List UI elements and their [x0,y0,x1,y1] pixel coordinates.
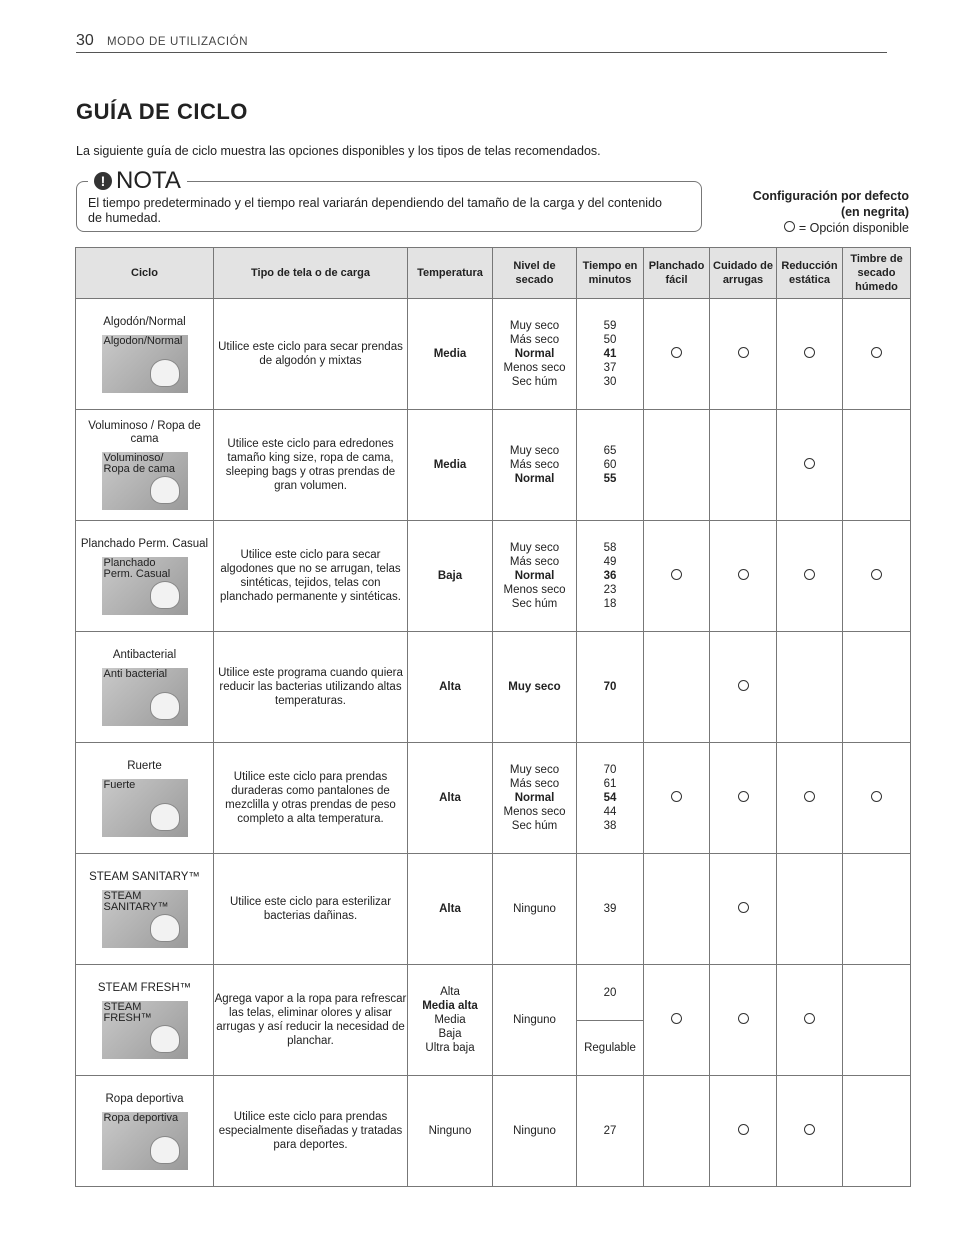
cycle-image-label: Anti bacterial [103,667,168,680]
easy-iron-cell [644,965,710,1076]
temperature-item: Media alta [422,1000,478,1012]
temperature-item: Baja [438,1028,462,1040]
wrinkle-care-cell [710,1076,777,1187]
temperature [408,458,492,472]
time-item: 44 [603,806,617,818]
dry-level-item: Más seco [509,334,560,346]
time-cell [577,410,644,521]
cycle-name: Antibacterial [112,648,177,661]
damp-dry-signal-cell [843,299,911,410]
cycle-image-label: Ropa deportiva [103,1111,179,1124]
wrinkle-care-cell [710,854,777,965]
available-circle-icon [804,1124,815,1135]
garment-icon [150,359,180,387]
column-header: Temperatura [408,248,493,299]
static-reduction-cell [777,299,843,410]
dry-level-item: Ninguno [513,903,556,915]
legend [753,188,909,236]
cycle-name: Planchado Perm. Casual [80,537,209,550]
table-row [76,521,911,632]
wrinkle-care-cell [710,632,777,743]
temperature-cell [408,743,493,854]
dry-level [493,680,576,694]
dry-level-cell [493,632,577,743]
column-header: Timbre de secado húmedo [843,248,911,299]
static-reduction-cell [777,965,843,1076]
available-circle-icon [871,347,882,358]
table-row [76,299,911,410]
temperature [408,1124,492,1138]
column-header: Ciclo [76,248,214,299]
cycle-cell [76,632,214,743]
fabric-description: Utilice este ciclo para esterilizar bacterias dañinas. [214,854,408,965]
cycle-image [102,557,188,615]
temperature-item: Ninguno [428,1125,472,1137]
dry-level [493,1013,576,1027]
fabric-description: Utilice este ciclo para edredones tamaño king size, ropa de cama, sleeping bags y otras prendas de gran volumen. [214,410,408,521]
temperature [408,569,492,583]
temperature [408,347,492,361]
dry-level [493,1124,576,1138]
easy-iron-cell [644,1076,710,1187]
header-divider [76,52,887,53]
available-circle-icon [671,569,682,580]
warning-icon: ! [94,172,112,190]
available-circle-icon [671,1013,682,1024]
legend-default: Configuración por defecto [752,189,909,203]
cycle-image-label: Voluminoso/ Ropa de cama [103,452,176,475]
page-number: 30 [76,32,94,49]
legend-available: = Opción disponible [798,221,909,235]
available-circle-icon [871,791,882,802]
fabric-description: Utilice este ciclo para secar prendas de algodón y mixtas [214,299,408,410]
time-cell [577,854,644,965]
note-header [88,168,187,194]
cycle-guide-table [75,247,911,1187]
garment-icon [150,581,180,609]
column-header: Nivel de secado [493,248,577,299]
cycle-cell [76,965,214,1076]
cycle-cell [76,1076,214,1187]
dry-level-cell [493,743,577,854]
damp-dry-signal-cell [843,854,911,965]
circle-icon [784,221,795,232]
time-value: 20 [577,965,643,1021]
available-circle-icon [738,1124,749,1135]
time-item: 23 [603,584,617,596]
fabric-description: Utilice este ciclo para prendas especialmente diseñadas y tratadas para deportes. [214,1076,408,1187]
time-cell [577,521,644,632]
cycle-image [102,779,188,837]
dry-level-item: Sec húm [511,820,558,832]
cycle-image [102,1112,188,1170]
temperature-item: Media [433,459,467,471]
available-circle-icon [804,347,815,358]
intro-text: La siguiente guía de ciclo muestra las opciones disponibles y los tipos de telas recomendados. [76,144,601,158]
section-title: MODO DE UTILIZACIÓN [107,36,249,48]
time-cell [577,299,644,410]
garment-icon [150,692,180,720]
cycle-cell [76,299,214,410]
wrinkle-care-cell [710,299,777,410]
available-circle-icon [738,347,749,358]
time-item: 39 [603,903,617,915]
column-header: Reducción estática [777,248,843,299]
temperature-cell [408,854,493,965]
time-item: 58 [603,542,617,554]
available-circle-icon [671,347,682,358]
dry-level-item: Muy seco [508,681,561,693]
table-row [76,410,911,521]
cycle-cell [76,521,214,632]
temperature-cell [408,632,493,743]
damp-dry-signal-cell [843,743,911,854]
available-circle-icon [738,569,749,580]
available-circle-icon [804,458,815,469]
temperature-item: Alta [439,792,461,804]
dry-level [493,902,576,916]
dry-level-cell [493,299,577,410]
temperature-cell [408,1076,493,1187]
table-row [76,854,911,965]
temperature [408,791,492,805]
time-item: 50 [603,334,617,346]
damp-dry-signal-cell [843,965,911,1076]
available-circle-icon [871,569,882,580]
table-header-row [76,248,911,299]
garment-icon [150,803,180,831]
time-value: Regulable [584,1042,636,1054]
cycle-cell [76,854,214,965]
table-row [76,632,911,743]
temperature-item: Alta [440,986,460,998]
time-item: 38 [603,820,617,832]
available-circle-icon [738,791,749,802]
dry-level-item: Sec húm [511,598,558,610]
legend-bold-note: (en negrita) [840,205,909,219]
cycle-name: Algodón/Normal [103,315,186,328]
available-circle-icon [738,680,749,691]
easy-iron-cell [644,299,710,410]
dry-level [493,541,576,611]
damp-dry-signal-cell [843,632,911,743]
available-circle-icon [804,791,815,802]
column-header: Tipo de tela o de carga [214,248,408,299]
dry-level-item: Menos seco [503,584,566,596]
temperature-item: Ultra baja [425,1042,475,1054]
time [577,319,643,389]
wrinkle-care-cell [710,965,777,1076]
dry-level [493,444,576,486]
table-row [76,1076,911,1187]
dry-level-item: Menos seco [503,806,566,818]
static-reduction-cell [777,632,843,743]
static-reduction-cell [777,521,843,632]
cycle-image [102,335,188,393]
time-item: 60 [603,459,617,471]
dry-level-item: Más seco [509,778,560,790]
dry-level-item: Sec húm [511,376,558,388]
cycle-image [102,1001,188,1059]
temperature-item: Baja [437,570,463,582]
time-item: 27 [603,1125,617,1137]
time [577,902,643,916]
easy-iron-cell [644,410,710,521]
easy-iron-cell [644,632,710,743]
temperature-cell [408,299,493,410]
dry-level-cell [493,965,577,1076]
note-text: El tiempo predeterminado y el tiempo real variarán dependiendo del tamaño de la carga y del contenido de humedad. [88,196,662,225]
wrinkle-care-cell [710,521,777,632]
cycle-name: Ropa deportiva [105,1092,184,1105]
available-circle-icon [804,569,815,580]
cycle-image [102,452,188,510]
dry-level-item: Muy seco [509,320,560,332]
fabric-description: Utilice este ciclo para prendas duraderas como pantalones de mezclilla y otras prendas de peso completo a alta temperatura. [214,743,408,854]
dry-level [493,763,576,833]
dry-level-item: Normal [514,348,555,360]
time-item: 54 [603,792,617,804]
cycle-image-label: STEAM FRESH™ [103,1000,152,1024]
time-item: 70 [603,681,617,693]
time [577,1124,643,1138]
garment-icon [150,1025,180,1053]
time-item: 55 [603,473,617,485]
wrinkle-care-cell [710,410,777,521]
garment-icon [150,476,180,504]
temperature [408,680,492,694]
cycle-name: Ruerte [127,759,162,772]
cycle-cell [76,743,214,854]
cycle-image-label: Fuerte [103,778,136,791]
easy-iron-cell [644,521,710,632]
available-circle-icon [738,1013,749,1024]
time-item: 49 [603,556,617,568]
easy-iron-cell [644,743,710,854]
table-row [76,743,911,854]
column-header: Planchado fácil [644,248,710,299]
temperature-item: Media [433,348,467,360]
temperature-cell [408,965,493,1076]
cycle-image-label: Algodon/Normal [103,334,183,347]
cycle-name: STEAM SANITARY™ [89,870,200,883]
temperature-item: Media [434,1014,466,1026]
dry-level-item: Más seco [509,459,560,471]
column-header: Tiempo en minutos [577,248,644,299]
static-reduction-cell [777,410,843,521]
easy-iron-cell [644,854,710,965]
dry-level-cell [493,410,577,521]
cycle-name: Voluminoso / Ropa de cama [88,420,201,445]
temperature-cell [408,521,493,632]
time-cell [577,632,644,743]
garment-icon [150,1136,180,1164]
table-row [76,965,911,1076]
time-item: 30 [603,376,617,388]
time-item: 59 [603,320,617,332]
damp-dry-signal-cell [843,521,911,632]
time-item: 41 [603,348,617,360]
temperature [408,902,492,916]
damp-dry-signal-cell [843,1076,911,1187]
static-reduction-cell [777,1076,843,1187]
dry-level-item: Ninguno [513,1014,556,1026]
dry-level-item: Ninguno [513,1125,556,1137]
time-item: 70 [603,764,617,776]
time-item: 61 [603,778,617,790]
dry-level-cell [493,521,577,632]
temperature-cell [408,410,493,521]
cycle-cell [76,410,214,521]
cycle-image [102,668,188,726]
dry-level-item: Normal [514,792,555,804]
dry-level-item: Más seco [509,556,560,568]
dry-level-item: Muy seco [509,764,560,776]
table-body [76,299,911,1187]
time-item: 65 [603,445,617,457]
cycle-image-label: STEAM SANITARY™ [103,889,169,913]
dry-level [493,319,576,389]
time-cell [577,1076,644,1187]
time-item: 37 [603,362,617,374]
available-circle-icon [738,902,749,913]
cycle-image [102,890,188,948]
time-cell [577,965,644,1076]
damp-dry-signal-cell [843,410,911,521]
fabric-description: Agrega vapor a la ropa para refrescar las telas, eliminar olores y alisar arrugas y así reducir la necesidad de planchar. [214,965,408,1076]
time [577,680,643,694]
cycle-image-label: Planchado Perm. Casual [103,556,171,580]
dry-level-item: Muy seco [509,445,560,457]
time [577,541,643,611]
available-circle-icon [804,1013,815,1024]
static-reduction-cell [777,743,843,854]
time [577,763,643,833]
fabric-description: Utilice este ciclo para secar algodones que no se arrugan, telas sintéticas, tejidos, telas con planchado permanente y sintéticas. [214,521,408,632]
garment-icon [150,914,180,942]
available-circle-icon [671,791,682,802]
column-header: Cuidado de arrugas [710,248,777,299]
page-title: GUÍA DE CICLO [76,99,248,124]
dry-level-cell [493,854,577,965]
temperature-item: Alta [439,903,461,915]
fabric-description: Utilice este programa cuando quiera reducir las bacterias utilizando altas temperaturas. [214,632,408,743]
time-item: 18 [603,598,617,610]
time [577,444,643,486]
dry-level-item: Menos seco [503,362,566,374]
dry-level-item: Normal [514,473,555,485]
dry-level-item: Muy seco [509,542,560,554]
dry-level-item: Normal [514,570,555,582]
temperature [408,985,492,1055]
note-title: NOTA [116,167,181,194]
temperature-item: Alta [439,681,461,693]
dry-level-cell [493,1076,577,1187]
wrinkle-care-cell [710,743,777,854]
cycle-name: STEAM FRESH™ [97,981,192,994]
time-cell [577,743,644,854]
time-item: 36 [603,570,617,582]
static-reduction-cell [777,854,843,965]
